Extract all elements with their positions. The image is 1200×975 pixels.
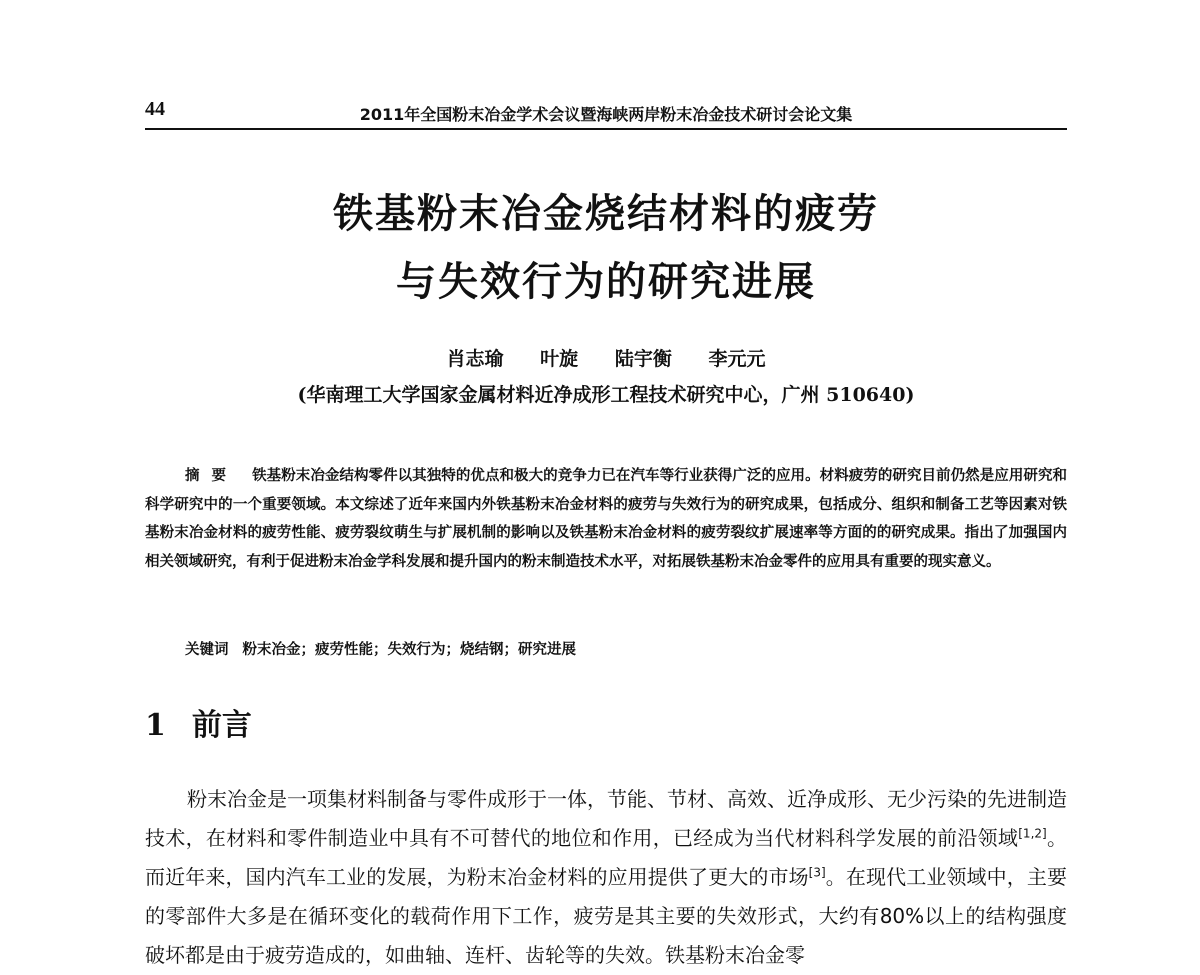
running-header (145, 98, 1067, 130)
author-name: 肖志瑜 (446, 348, 504, 370)
author-name: 李元元 (708, 348, 766, 370)
abstract (145, 462, 1067, 576)
citation: [3] (808, 865, 826, 880)
keywords (185, 638, 1065, 662)
abstract-text: 铁基粉末冶金结构零件以其独特的优点和极大的竞争力已在汽车等行业获得广泛的应用。材料疲劳的研究目前仍然是应用研究和科学研究中的一个重要领域。本文综述了近年来国内外铁基粉末冶金材料的疲劳与失效行为的研究成果，包括成分、组织和制备工艺等因素对铁基粉末冶金材料的疲劳性能、疲劳裂纹萌生与扩展机制的影响以及铁基粉末冶金材料的疲劳裂纹扩展速率等方面的的研究成果。指出了加强国内相关领域研究，有利于促进粉末冶金学科发展和提升国内的粉末制造技术水平，对拓展铁基粉末冶金零件的应用具有重要的现实意义。 (145, 467, 1067, 570)
paper-title (145, 180, 1067, 316)
title-line-1: 铁基粉末冶金烧结材料的疲劳 (333, 190, 879, 237)
body-text-2: 。而近年来，国内汽车工业的发展，为粉末冶金材料的应用提供了更大的市场 (145, 826, 1068, 889)
page-number: 44 (145, 98, 165, 120)
affiliation: (华南理工大学国家金属材料近净成形工程技术研究中心，广州 510640) (297, 384, 915, 406)
title-line-2: 与失效行为的研究进展 (396, 258, 816, 305)
section-heading (145, 700, 252, 744)
body-text-3: 。在现代工业领域中，主要的零部件大多是在循环变化的载荷作用下工作，疲劳是其主要的失效形式，大约有80%以上的结构强度破坏都是由于疲劳造成的，如曲轴、连杆、齿轮等的失效。铁基粉末冶金零 (145, 865, 1068, 967)
abstract-label: 摘要 (185, 467, 239, 484)
keywords-text: 粉末冶金；疲劳性能；失效行为；烧结钢；研究进展 (242, 641, 576, 658)
author-list (145, 344, 1067, 371)
body-text-1: 粉末冶金是一项集材料制备与零件成形于一体，节能、节材、高效、近净成形、无少污染的先进制造技术，在材料和零件制造业中具有不可替代的地位和作用，已经成为当代材料科学发展的前沿领域 (145, 787, 1067, 850)
citation: [1,2] (1018, 826, 1047, 841)
author-name: 叶旋 (540, 348, 579, 370)
keywords-label: 关键词 (185, 641, 229, 658)
section-title: 前言 (191, 708, 252, 743)
proceedings-title: 2011年全国粉末冶金学术会议暨海峡两岸粉末冶金技术研讨会论文集 (359, 105, 853, 124)
author-name: 陆宇衡 (614, 348, 672, 370)
body-paragraph (145, 780, 1067, 975)
section-number: 1 (145, 708, 166, 743)
